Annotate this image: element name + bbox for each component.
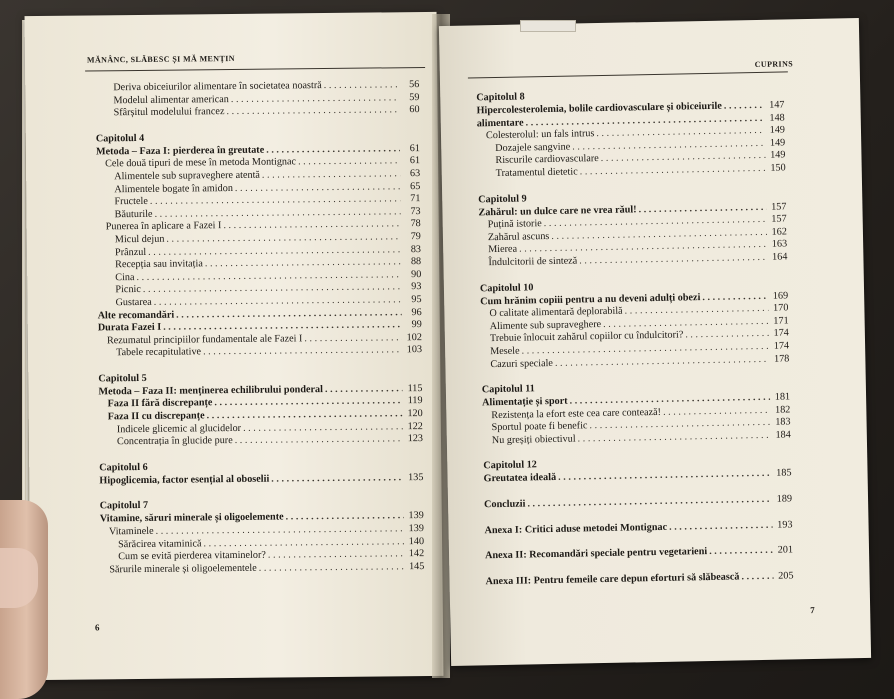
dot-leader [136, 270, 401, 283]
toc-entry-page: 157 [771, 213, 787, 225]
toc-entry-page: 181 [774, 391, 791, 403]
chapter-heading: Capitolul 10 [479, 281, 534, 294]
toc-entry-page: 103 [406, 344, 423, 356]
toc-entry-title: Alimentele sub supraveghere atentă [114, 169, 260, 183]
toc-entry-page: 59 [409, 91, 420, 103]
dot-leader [325, 384, 403, 395]
dot-leader [580, 164, 766, 178]
toc-entry-page: 169 [772, 289, 789, 302]
toc-entry-title: Alimente sub supraveghere [489, 318, 602, 332]
toc-entry-title: Anexa III: Pentru femeile care depun eforturi să slăbească [485, 571, 740, 588]
left-page [25, 12, 444, 680]
dot-leader [235, 434, 403, 446]
toc-entry-page: 60 [409, 104, 420, 116]
toc-entry-title: Nu greșiți obiectivul [491, 433, 576, 447]
dot-leader [709, 546, 773, 557]
toc-entry-title: Tratamentul dietetic [495, 166, 578, 179]
toc-entry-title: Metoda – Faza I: pierderea în greutate [95, 144, 265, 158]
toc-entry-title: O calitate alimentară deplorabilă [489, 305, 623, 320]
dot-leader [702, 291, 768, 302]
dot-leader [286, 512, 404, 523]
toc-entry-page: 139 [408, 523, 424, 535]
toc-entry-title: Micul dejun [114, 233, 165, 246]
toc-entry-page: 174 [773, 327, 789, 340]
toc-entry-title: Zahărul: un dulce care ne vrea răul! [478, 203, 637, 218]
toc-entry-title: Colesterolul: un fals intrus [485, 128, 595, 142]
toc-entry-page: 95 [411, 293, 422, 306]
toc-entry-page: 122 [407, 420, 423, 432]
toc-entry-page: 163 [771, 238, 788, 251]
chapter-heading: Capitolul 9 [478, 193, 527, 205]
toc-entry-page: 183 [775, 416, 791, 428]
chapter-heading: Capitolul 8 [476, 91, 525, 104]
dot-leader [663, 405, 770, 417]
toc-entry-page: 73 [410, 205, 421, 217]
dot-leader [601, 151, 766, 164]
toc-entry-page: 150 [770, 162, 786, 174]
running-head-right: CUPRINS [754, 59, 794, 70]
toc-entry-title: Anexa II: Recomandări speciale pentru vegetarieni [484, 546, 708, 562]
toc-entry-title: Greutatea ideală [483, 472, 557, 485]
chapter-heading: Capitolul 11 [481, 383, 535, 396]
bookmark-tab [520, 20, 576, 32]
toc-entry-page: 148 [769, 112, 785, 124]
running-head-left: MĂNÂNC, SLĂBESC ȘI MĂ MENȚIN [86, 53, 235, 65]
toc-entry-title: Anexa I: Critici aduse metodei Montignac [484, 521, 668, 536]
toc-entry-page: 120 [407, 408, 423, 420]
toc-entry-title: Mierea [488, 243, 518, 256]
toc-entry-page: 90 [411, 268, 422, 280]
toc-entry-title: Tabele recapitulative [116, 346, 202, 359]
toc-entry-title: Cazuri speciale [490, 357, 554, 370]
toc-entry-title: Cina [115, 271, 135, 283]
dot-leader [324, 80, 400, 91]
toc-entry-title: Durata Fazei I [97, 321, 162, 334]
toc-entry-title: Mesele [490, 345, 520, 358]
header-rule-right [468, 71, 788, 78]
toc-entry-page: 178 [773, 352, 790, 365]
toc-entry-title: Sărurile minerale și oligoelementele [109, 562, 257, 576]
toc-entry-page: 99 [411, 319, 422, 331]
toc-entry-page: 142 [408, 548, 425, 560]
dot-leader [223, 220, 400, 232]
dot-leader [203, 537, 404, 549]
toc-entry-title: alimentare [476, 117, 524, 129]
chapter-heading: Capitolul 6 [99, 461, 148, 474]
toc-entry-title: Picnic [115, 284, 141, 296]
dot-leader [685, 329, 769, 341]
toc-entry-title: Deriva obiceiurilor alimentare în societatea noastră [113, 80, 322, 94]
toc-entry-title: Cum hrănim copiii pentru a nu deveni adulți obezi [480, 291, 701, 307]
toc-entry-page: 63 [409, 168, 421, 180]
dot-leader [638, 202, 766, 215]
toc-entry-title: Dozajele sangvine [495, 141, 571, 154]
dot-leader [150, 194, 401, 207]
toc-entry-page: 93 [411, 281, 422, 293]
dot-leader [259, 562, 405, 574]
toc-entry-page: 149 [769, 137, 786, 149]
toc-entry-page: 83 [410, 243, 422, 255]
toc-entry-title: Sfârșitul modelului francez [113, 106, 225, 119]
dot-leader [724, 101, 765, 112]
toc-right [476, 87, 793, 589]
thumbnail [0, 548, 38, 608]
dot-leader [603, 317, 769, 330]
toc-entry-title: Faza II fără discrepanțe [107, 397, 213, 410]
toc-entry-page: 65 [410, 180, 421, 192]
dot-leader [596, 126, 765, 139]
toc-entry-page: 135 [408, 471, 424, 484]
toc-entry-page: 182 [774, 404, 791, 416]
toc-entry-title: Gustarea [115, 296, 152, 309]
dot-leader [166, 232, 401, 245]
toc-entry-title: Alte recomandări [97, 309, 175, 321]
toc-entry-title: Prânzul [114, 246, 147, 258]
toc-entry-page: 189 [776, 493, 793, 505]
toc-entry-page: 71 [410, 193, 421, 205]
dot-leader [271, 473, 403, 485]
toc-entry-page: 184 [775, 429, 791, 441]
dot-leader [203, 346, 402, 358]
toc-entry-title: Riscurile cardiovasculare [495, 153, 599, 167]
toc-entry-page: 102 [406, 331, 422, 343]
toc-entry-title: Indicele glicemic al glucidelor [116, 422, 242, 435]
toc-entry-page: 96 [411, 306, 422, 318]
toc-entry-title: Îndulcitorii de sinteză [488, 255, 578, 269]
dot-leader [262, 169, 400, 181]
toc-entry-title: Băuturile [114, 208, 153, 220]
toc-entry [100, 562, 424, 578]
toc-entry-page: 139 [408, 510, 424, 522]
toc-entry-page: 123 [407, 433, 424, 445]
dot-leader [298, 157, 400, 168]
chapter-heading: Capitolul 12 [483, 459, 537, 472]
dot-leader [156, 524, 404, 537]
toc-entry-page: 115 [407, 382, 423, 395]
toc-entry-page: 145 [408, 560, 425, 572]
dot-leader [207, 409, 403, 421]
dot-leader [304, 333, 402, 344]
dot-leader [176, 308, 402, 321]
toc-entry-title: Cum se evită pierderea vitaminelor? [118, 549, 266, 563]
dot-leader [143, 283, 402, 296]
dot-leader [579, 253, 767, 267]
toc-entry-title: Cele două tipuri de mese în metoda Montignac [105, 156, 297, 170]
toc-entry-title: Rezumatul principiilor fundamentale ale Fazei I [106, 332, 303, 347]
toc-entry-page: 170 [772, 302, 789, 314]
toc-entry-title: Sportul poate fi benefic [491, 420, 588, 434]
toc-entry-page: 61 [409, 155, 421, 167]
header-rule-left [85, 67, 425, 72]
toc-entry-page: 205 [778, 570, 794, 582]
toc-entry-title: Metoda – Faza II: menținerea echilibrului ponderal [98, 383, 324, 398]
toc-entry-page: 119 [407, 395, 423, 407]
dot-leader [154, 207, 400, 220]
toc-entry-title: Concluzii [483, 498, 526, 511]
toc-entry-title: Recepția sau invitația [115, 258, 203, 271]
toc-entry-title: Vitaminele [108, 525, 154, 538]
toc-entry-page: 171 [773, 315, 789, 327]
dot-leader [163, 320, 402, 333]
dot-leader [589, 418, 770, 432]
chapter-heading: Capitolul 5 [98, 372, 147, 385]
dot-leader [154, 295, 402, 308]
toc-entry-title: Hipoglicemia, factor esențial al oboselii [99, 473, 270, 487]
toc-entry-page: 157 [771, 201, 787, 213]
dot-leader [268, 549, 404, 561]
toc-entry-title: Alimentație și sport [482, 395, 568, 409]
toc-entry-title: Alimentele bogate în amidon [114, 182, 233, 195]
toc-entry-title: Rezistența la efort este cea care contează! [491, 406, 662, 421]
toc-entry-title: Sărăcirea vitaminică [118, 537, 202, 550]
toc-entry-page: 185 [776, 467, 792, 480]
toc-entry-page: 147 [769, 99, 785, 111]
right-page [439, 18, 871, 666]
dot-leader [235, 182, 401, 194]
chapter-heading: Capitolul 4 [95, 132, 145, 145]
dot-leader [148, 245, 401, 258]
toc-entry-page: 193 [777, 519, 793, 531]
toc-entry-page: 79 [410, 230, 421, 243]
toc-entry-page: 61 [409, 142, 420, 154]
dot-leader [226, 105, 399, 117]
dot-leader [266, 144, 400, 156]
toc-entry-page: 56 [409, 79, 420, 91]
toc-entry-page: 174 [773, 340, 790, 352]
toc-entry-title: Vitamine, săruri minerale și oligoelemente [99, 511, 284, 525]
toc-entry-page: 149 [770, 149, 786, 162]
dot-leader [231, 93, 400, 105]
toc-entry-page: 140 [408, 535, 425, 547]
dot-leader [205, 257, 401, 269]
toc-entry-title: Trebuie înlocuit zahărul copiilor cu îndulcitori? [489, 329, 684, 345]
dot-leader [741, 572, 773, 583]
dot-leader [214, 397, 402, 409]
toc-entry-page: 201 [777, 544, 794, 556]
toc-entry-title: Hipercolesterolemia, bolile cardiovasculare și obiceiurile [476, 100, 722, 117]
toc-entry-title: Faza II cu discrepanțe [107, 410, 205, 423]
dot-leader [669, 520, 773, 532]
toc-entry-page: 162 [771, 226, 788, 238]
toc-entry-title: Concentrația în glucide pure [116, 435, 233, 448]
toc-entry-title: Puțină istorie [487, 218, 542, 231]
toc-entry-title: Fructele [114, 196, 148, 208]
toc-entry-title: Zahărul ascuns [487, 230, 550, 243]
toc-entry-title: Modelul alimentar american [113, 93, 229, 106]
toc-entry-page: 149 [769, 124, 786, 136]
page-number-left: 6 [94, 622, 100, 633]
toc-entry-page: 78 [410, 218, 421, 230]
page-number-right: 7 [810, 604, 815, 616]
toc-entry-title: Punerea în aplicare a Fazei I [105, 220, 222, 233]
dot-leader [625, 304, 769, 317]
dot-leader [243, 422, 403, 434]
chapter-heading: Capitolul 7 [99, 500, 149, 512]
toc-entry-page: 88 [410, 256, 422, 268]
toc-left [95, 80, 424, 578]
toc-entry-page: 164 [772, 251, 788, 263]
